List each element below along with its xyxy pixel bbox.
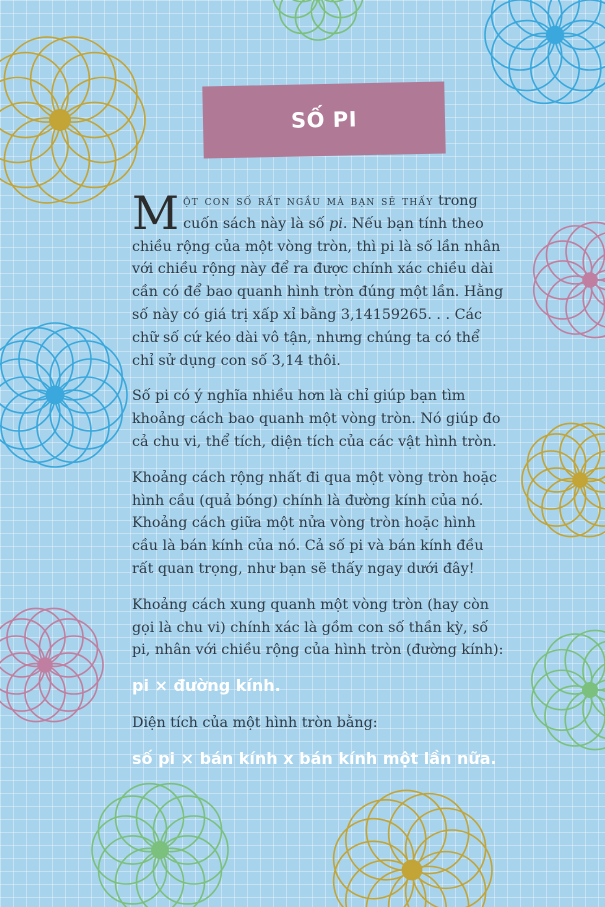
paragraph-circumference: Khoảng cách xung quanh một vòng tròn (hay còn gọi là chu vi) chính xác là gồm con số thần kỳ, số pi, nhân với chiều rộng của hình tròn (đường kính):: [132, 596, 504, 659]
intro-paragraph: [132, 186, 504, 372]
flower-petal: [31, 118, 116, 203]
flower-center: [583, 273, 597, 287]
green-flower-top-icon: [273, 0, 363, 40]
flower-petal: [509, 0, 579, 37]
intro-text-start: trong cuốn sách này là số: [183, 193, 478, 232]
page-title: SỐ PI: [290, 107, 358, 133]
title-banner: [202, 81, 445, 158]
article-body: [132, 186, 504, 785]
flower-petal: [60, 78, 145, 163]
green-flower-right-icon: [532, 630, 605, 749]
pink-flower-left-icon: [0, 608, 103, 721]
flower-center: [547, 27, 564, 44]
flower-petal: [485, 0, 555, 70]
flower-center: [152, 842, 168, 858]
flower-center: [583, 683, 597, 697]
flower-petal: [45, 636, 103, 694]
flower-petal: [406, 852, 486, 907]
flower-petal: [31, 37, 116, 122]
flower-center: [50, 110, 70, 130]
intro-text-rest: . Nếu bạn tính theo chiều rộng của một vòng tròn, thì pi là số lần nhân với chiều rộng này để ra được chính xác chiều dài cần có để bao quanh hình tròn đúng một lần. Hằng số này có giá trị xấp xỉ bằng 3,14159265. . . Các chữ số cứ kéo dài vô tận, nhưng chúng ta có thể chỉ sử dụng con số 3,14 thôi.: [132, 215, 504, 369]
drop-cap: M: [132, 186, 180, 240]
blue-flower-top-right-icon: [485, 0, 605, 103]
green-flower-bottom-icon: [92, 784, 228, 907]
pi-emphasis: pi: [329, 215, 343, 232]
paragraph-diameter-radius: Khoảng cách rộng nhất đi qua một vòng tròn hoặc hình cầu (quả bóng) chính là đường kính của nó. Khoảng cách giữa một nửa vòng tròn hoặc hình cầu là bán kính của nó. Cả số pi và bán kính đều rất quan trọng, như bạn sẽ thấy ngay dưới đây!: [132, 469, 498, 577]
pink-flower-right-icon: [534, 222, 605, 337]
area-intro-text: Diện tích của một hình tròn bằng:: [132, 714, 378, 731]
flower-petal: [389, 794, 469, 874]
area-formula: số pi × bán kính x bán kính một lần nữa.: [132, 748, 497, 768]
flower-petal: [92, 816, 160, 884]
flower-center: [573, 473, 587, 487]
yellow-flower-right-icon: [522, 423, 605, 536]
flower-petal: [509, 33, 579, 103]
paragraph-pi-meaning: Số pi có ý nghĩa nhiều hơn là chỉ giúp bạn tìm khoảng cách bao quanh một vòng tròn. Nó giúp đo cả chu vi, thể tích, diện tích của các vật hình tròn.: [132, 388, 501, 450]
flower-petal: [4, 37, 89, 122]
flower-center: [402, 860, 421, 879]
yellow-flower-bottom-icon: [334, 790, 492, 907]
flower-petal: [531, 0, 601, 37]
flower-petal: [160, 816, 228, 884]
blue-flower-left-icon: [0, 323, 127, 467]
lead-in-text: ột con số rất ngầu mà bạn sẽ thấy: [183, 193, 434, 209]
yellow-flower-top-left-icon: [0, 37, 145, 203]
flower-center: [46, 386, 63, 403]
circumference-formula: pi × đường kính.: [132, 676, 281, 696]
flower-petal: [522, 451, 580, 509]
flower-petal: [4, 118, 89, 203]
flower-petal: [531, 33, 601, 103]
flower-center: [38, 658, 52, 672]
